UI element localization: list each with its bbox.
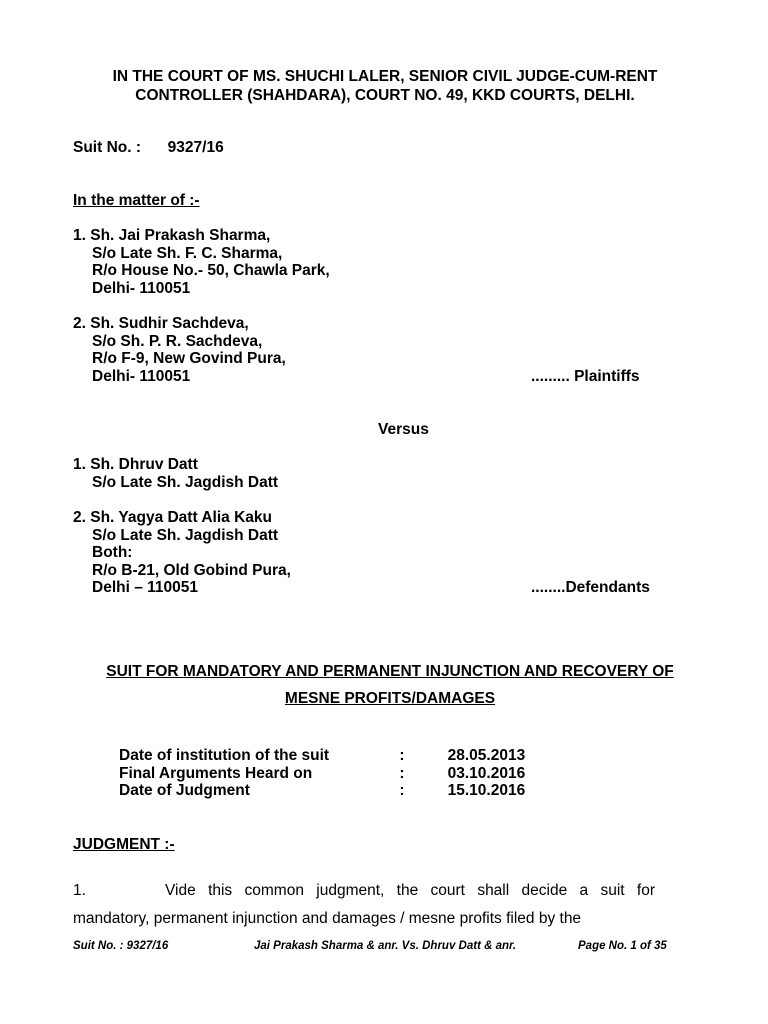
defendant-2-both: Both:: [92, 544, 133, 562]
date-row: [119, 747, 525, 765]
date-row-value: 15.10.2016: [447, 782, 526, 800]
suit-number-value: 9327/16: [167, 139, 224, 156]
footer-parties: Jai Prakash Sharma & anr. Vs. Dhruv Datt & anr.: [254, 940, 517, 952]
defendant-1-name: 1. Sh. Dhruv Datt: [73, 456, 198, 473]
suit-title-line-1: SUIT FOR MANDATORY AND PERMANENT INJUNCTION AND RECOVERY OF: [106, 663, 674, 680]
date-row-label: Final Arguments Heard on: [119, 764, 313, 782]
plaintiff-1-name: 1. Sh. Jai Prakash Sharma,: [73, 227, 271, 244]
footer-suit-number: Suit No. : 9327/16: [73, 940, 169, 952]
defendant-1: [73, 456, 278, 491]
plaintiff-1: [73, 227, 330, 297]
plaintiff-2-name: 2. Sh. Sudhir Sachdeva,: [73, 315, 249, 332]
suit-number-label: Suit No. :: [73, 139, 142, 156]
date-row: [119, 782, 525, 800]
plaintiff-1-city: Delhi- 110051: [92, 279, 191, 297]
defendants-label: ........Defendants: [531, 579, 650, 596]
date-row-separator: :: [399, 747, 405, 764]
court-heading-line-2: CONTROLLER (SHAHDARA), COURT NO. 49, KKD COURTS, DELHI.: [135, 87, 635, 104]
plaintiff-1-address: R/o House No.- 50, Chawla Park,: [92, 262, 330, 280]
date-row-separator: :: [399, 782, 405, 800]
defendant-2-parentage: S/o Late Sh. Jagdish Datt: [92, 526, 279, 544]
dates-table: [119, 747, 525, 800]
suit-title: [60, 658, 720, 712]
defendant-2-address: R/o B-21, Old Gobind Pura,: [92, 561, 291, 579]
date-row-separator: :: [399, 764, 405, 782]
defendant-2-name: 2. Sh. Yagya Datt Alia Kaku: [73, 509, 272, 526]
paragraph-1-number: 1.: [73, 882, 86, 899]
defendant-2-city: Delhi – 110051: [92, 579, 198, 597]
plaintiffs-label: ......... Plaintiffs: [531, 368, 640, 385]
plaintiff-2-address: R/o F-9, New Govind Pura,: [92, 350, 286, 368]
paragraph-1: [73, 877, 655, 932]
date-row: [119, 765, 525, 783]
court-heading-line-1: IN THE COURT OF MS. SHUCHI LALER, SENIOR CIVIL JUDGE-CUM-RENT: [112, 68, 658, 85]
plaintiff-2-city: Delhi- 110051: [92, 367, 191, 385]
plaintiff-1-parentage: S/o Late Sh. F. C. Sharma,: [92, 244, 283, 262]
versus-label: Versus: [378, 421, 429, 438]
judgment-heading: JUDGMENT :-: [73, 836, 175, 853]
plaintiff-2: [73, 315, 286, 385]
date-row-label: Date of institution of the suit: [119, 747, 330, 764]
suit-title-line-2: MESNE PROFITS/DAMAGES: [284, 690, 496, 707]
date-row-value: 03.10.2016: [447, 764, 526, 782]
court-heading: [60, 67, 710, 105]
matter-label: In the matter of :-: [73, 192, 200, 209]
defendant-1-parentage: S/o Late Sh. Jagdish Datt: [92, 473, 279, 491]
suit-number: [73, 139, 224, 157]
plaintiff-2-parentage: S/o Sh. P. R. Sachdeva,: [92, 332, 263, 350]
date-row-value: 28.05.2013: [447, 747, 526, 764]
paragraph-1-text: Vide this common judgment, the court shall decide a suit for mandatory, permanent injunction and damages / mesne profits filed by the: [73, 882, 655, 927]
defendant-2: [73, 509, 291, 597]
date-row-label: Date of Judgment: [119, 782, 250, 800]
footer-page-number: Page No. 1 of 35: [578, 940, 667, 952]
